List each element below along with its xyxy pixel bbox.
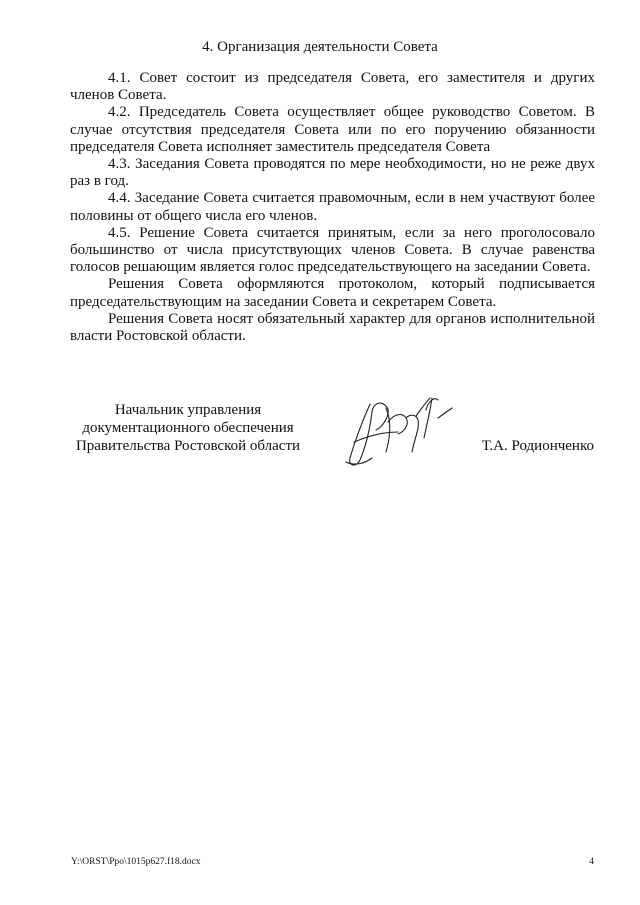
handwritten-signature	[340, 392, 458, 478]
paragraph-protocol: Решения Совета оформляются протоколом, который подписывается председательствующим на заседании Совета и секретарем Совета.	[70, 276, 595, 310]
page-number: 4	[589, 857, 594, 867]
signer-position	[60, 401, 316, 455]
paragraph-4-1: 4.1. Совет состоит из председателя Совета, его заместителя и других членов Совета.	[70, 70, 595, 104]
paragraph-4-2: 4.2. Председатель Совета осуществляет общее руководство Советом. В случае отсутствия председателя Совета или по его поручению обязанности председателя Совета исполняет заместитель председателя Совета	[70, 104, 595, 155]
signer-position-line: документационного обеспечения	[82, 420, 294, 436]
paragraph-4-4: 4.4. Заседание Совета считается правомочным, если в нем участвуют более половины от общего числа его членов.	[70, 190, 595, 224]
paragraph-4-5: 4.5. Решение Совета считается принятым, если за него проголосовало большинство от числа присутствующих членов Совета. В случае равенства голосов решающим является голос председательствующего на заседании Совета.	[70, 224, 595, 276]
signer-name: Т.А. Родионченко	[481, 438, 594, 454]
signer-position-line: Начальник управления	[114, 402, 262, 418]
footer-file-path: Y:\ORST\Ppo\1015p627.f18.docx	[71, 857, 201, 867]
document-body	[70, 70, 595, 345]
signer-position-line: Правительства Ростовской области	[75, 438, 301, 454]
section-title: 4. Организация деятельности Совета	[202, 39, 438, 55]
paragraph-binding: Решения Совета носят обязательный характер для органов исполнительной власти Ростовской области.	[70, 310, 595, 345]
paragraph-4-3: 4.3. Заседания Совета проводятся по мере необходимости, но не реже двух раз в год.	[70, 156, 595, 190]
